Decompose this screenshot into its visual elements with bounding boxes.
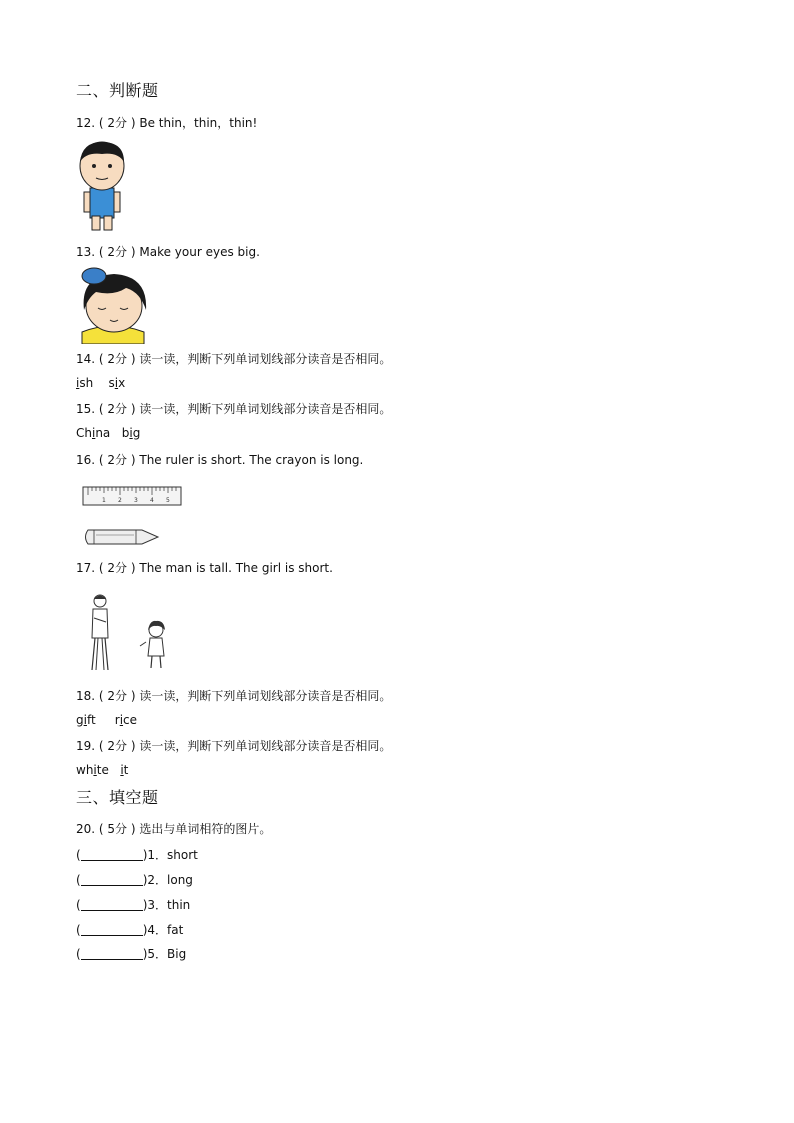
question-15-number: 15. ( 2分 ): [76, 402, 136, 416]
tall-man-short-girl-illustration: [84, 592, 174, 674]
fill-item-3-word: thin: [167, 898, 191, 912]
answer-blank-2[interactable]: [81, 873, 143, 886]
question-14-words: [76, 376, 125, 390]
ruler-tick-4: 4: [150, 497, 154, 504]
word-gift: gift: [76, 713, 96, 727]
question-14-text: 读一读，判断下列单词划线部分读音是否相同。: [139, 352, 392, 366]
question-14: [76, 350, 391, 367]
girl-eyes-closed-illustration: [74, 262, 150, 344]
ruler-tick-2: 2: [118, 497, 122, 504]
answer-blank-3[interactable]: [81, 898, 143, 911]
fill-item-2-word: long: [167, 873, 193, 887]
question-16-number: 16. ( 2分 ): [76, 453, 136, 467]
question-15-words: [76, 426, 140, 440]
question-13: [76, 243, 260, 260]
question-17-number: 17. ( 2分 ): [76, 561, 136, 575]
fill-item-4: ( )4．fat: [76, 923, 184, 937]
question-18-number: 18. ( 2分 ): [76, 689, 136, 703]
question-19-words: [76, 763, 128, 777]
question-19-number: 19. ( 2分 ): [76, 739, 136, 753]
crayon-illustration: [82, 526, 162, 548]
question-19: [76, 737, 391, 754]
question-16-text: The ruler is short. The crayon is long.: [139, 453, 364, 467]
question-12: [76, 114, 257, 131]
question-12-number: 12. ( 2分 ): [76, 116, 136, 130]
question-14-number: 14. ( 2分 ): [76, 352, 136, 366]
ruler-illustration: [82, 485, 184, 509]
ruler-tick-5: 5: [166, 497, 170, 504]
word-white: white: [76, 763, 109, 777]
section-heading-judgement: 二、判断题: [76, 81, 159, 100]
word-ish: ish: [76, 376, 94, 390]
question-18-words: [76, 713, 137, 727]
word-six: six: [108, 376, 126, 390]
word-rice: rice: [114, 713, 138, 727]
question-15: [76, 400, 391, 417]
fill-item-2: ( )2．long: [76, 873, 193, 887]
thin-boy-illustration: [74, 140, 130, 232]
answer-blank-4[interactable]: [81, 923, 143, 936]
question-13-text: Make your eyes big.: [139, 245, 260, 259]
word-china: China: [76, 426, 111, 440]
question-16: [76, 451, 363, 468]
fill-item-4-word: fat: [167, 923, 184, 937]
ruler-tick-1: 1: [102, 497, 106, 504]
question-20-number: 20. ( 5分 ): [76, 822, 136, 836]
question-17: [76, 559, 333, 576]
fill-item-5-word: Big: [167, 947, 187, 961]
word-it: it: [120, 763, 129, 777]
question-18: [76, 687, 391, 704]
answer-blank-1[interactable]: [81, 848, 143, 861]
question-15-text: 读一读，判断下列单词划线部分读音是否相同。: [139, 402, 392, 416]
answer-blank-5[interactable]: [81, 947, 143, 960]
question-20: [76, 820, 271, 837]
fill-item-5: ( )5．Big: [76, 947, 187, 961]
question-20-text: 选出与单词相符的图片。: [139, 822, 272, 836]
question-12-text: Be thin，thin，thin!: [139, 116, 258, 130]
fill-item-1: ( )1．short: [76, 848, 198, 862]
fill-item-3: ( )3．thin: [76, 898, 191, 912]
ruler-tick-3: 3: [134, 497, 138, 504]
question-19-text: 读一读，判断下列单词划线部分读音是否相同。: [139, 739, 392, 753]
question-18-text: 读一读，判断下列单词划线部分读音是否相同。: [139, 689, 392, 703]
question-13-number: 13. ( 2分 ): [76, 245, 136, 259]
fill-item-1-word: short: [167, 848, 198, 862]
word-big: big: [121, 426, 141, 440]
section-heading-fill-in: 三、填空题: [76, 788, 159, 807]
question-17-text: The man is tall. The girl is short.: [139, 561, 333, 575]
